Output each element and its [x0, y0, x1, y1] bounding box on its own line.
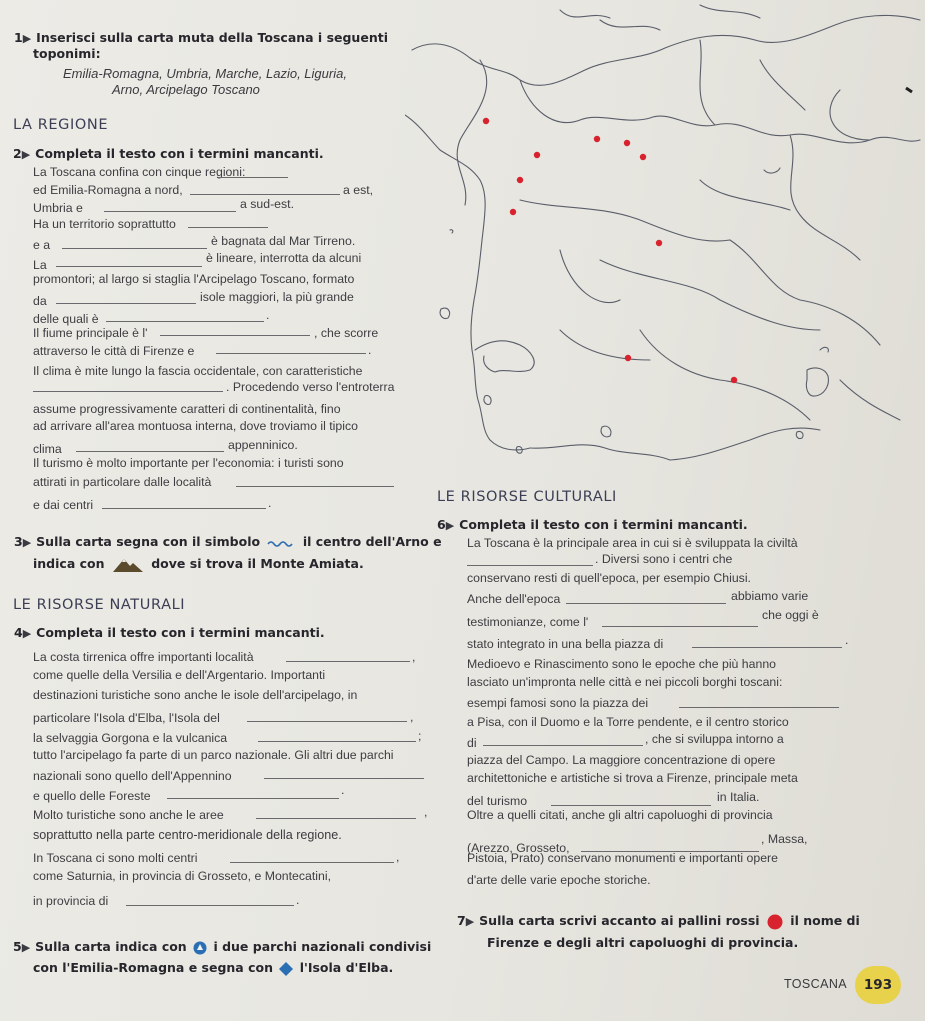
text-line: soprattutto nella parte centro-meridionale della regione.	[33, 828, 342, 842]
answer-blank[interactable]	[286, 661, 410, 662]
answer-blank[interactable]	[104, 211, 236, 212]
red-dot-icon	[767, 914, 783, 930]
text-line: In Toscana ci sono molti centri	[33, 851, 198, 865]
text-line: Il clima è mite lungo la fascia occidentale, con caratteristiche	[33, 364, 363, 378]
text-line: isole maggiori, la più grande	[200, 290, 354, 304]
answer-blank[interactable]	[256, 818, 416, 819]
text-line: a Pisa, con il Duomo e la Torre pendente, e il centro storico	[467, 715, 789, 729]
text-line: del turismo	[467, 794, 528, 808]
red-dot-icon	[483, 118, 489, 124]
text-line: lasciato un'impronta nelle città e nei piccoli borghi toscani:	[467, 675, 783, 689]
answer-blank[interactable]	[566, 603, 726, 604]
text-line: attirati in particolare dalle località	[33, 475, 212, 489]
text-line: , che scorre	[314, 326, 379, 340]
text-line: di	[467, 736, 477, 750]
page-number: 193	[863, 977, 893, 993]
text-line: ,	[412, 650, 416, 664]
text-line: e quello delle Foreste	[33, 789, 151, 803]
exercise-2-heading	[13, 146, 324, 161]
text-line: in provincia di	[33, 894, 109, 908]
text-line: nazionali sono quello dell'Appennino	[33, 769, 232, 783]
text-line: ,	[396, 850, 400, 864]
triangle-pointer-icon: ▶	[445, 519, 455, 532]
text-line: , che si sviluppa intorno a	[645, 732, 784, 746]
mountain-symbol-icon	[112, 557, 144, 573]
text-line: appenninico.	[228, 438, 298, 452]
text-line: Oltre a quelli citati, anche gli altri capoluoghi di provincia	[467, 808, 773, 822]
text-line: .	[296, 893, 300, 907]
text-line: . Procedendo verso l'entroterra	[226, 380, 395, 394]
exercise-title: Sulla carta segna con il simbolo	[36, 534, 261, 549]
text-line: d'arte delle varie epoche storiche.	[467, 873, 651, 887]
exercise-title: Sulla carta scrivi accanto ai pallini rossi	[479, 913, 760, 928]
red-dot-icon	[594, 136, 600, 142]
exercise-3-heading-cont	[33, 556, 364, 573]
text-line: ;	[418, 729, 422, 743]
answer-blank[interactable]	[216, 353, 366, 354]
red-dot-icon	[534, 152, 540, 158]
answer-blank[interactable]	[467, 565, 593, 566]
answer-blank[interactable]	[483, 745, 643, 746]
text-line: .	[845, 633, 849, 647]
exercise-title: Inserisci sulla carta muta della Toscana i seguenti	[36, 30, 388, 45]
text-line: a sud-est.	[240, 197, 294, 211]
answer-blank[interactable]	[218, 177, 288, 178]
text-line: è bagnata dal Mar Tirreno.	[211, 234, 356, 248]
red-dot-icon	[640, 154, 646, 160]
text-line: (Arezzo, Grosseto,	[467, 841, 570, 855]
answer-blank[interactable]	[102, 508, 266, 509]
answer-blank[interactable]	[76, 451, 224, 452]
text-line: come Saturnia, in provincia di Grosseto, e Montecatini,	[33, 869, 332, 883]
exercise-title: con l'Emilia-Romagna e segna con	[33, 960, 273, 975]
exercise-title: Sulla carta indica con	[35, 939, 187, 954]
text-line: esempi famosi sono la piazza dei	[467, 696, 649, 710]
text-line: come quelle della Versilia e dell'Argentario. Importanti	[33, 668, 326, 682]
exercise-title-cont: toponimi:	[33, 46, 101, 61]
exercise-4-heading	[14, 625, 325, 640]
exercise-title: indica con	[33, 556, 105, 571]
text-line: promontori; al largo si staglia l'Arcipelago Toscano, formato	[33, 272, 355, 286]
page-number-badge	[855, 966, 901, 1004]
text-line: ad arrivare all'area montuosa interna, dove troviamo il tipico	[33, 419, 358, 433]
toscana-blank-map	[405, 0, 925, 510]
text-line: destinazioni turistiche sono anche le isole dell'arcipelago, in	[33, 688, 358, 702]
text-line: ,	[410, 710, 414, 724]
triangle-pointer-icon: ▶	[22, 627, 32, 640]
text-line: testimonianze, come l'	[467, 615, 589, 629]
exercise-title: Completa il testo con i termini mancanti.	[459, 517, 748, 532]
exercise-title: l'Isola d'Elba.	[299, 960, 394, 975]
answer-blank[interactable]	[33, 391, 223, 392]
text-line: architettoniche e artistiche si trova a Firenze, principale meta	[467, 771, 798, 785]
exercise-number: 5	[13, 939, 22, 954]
text-line: Medioevo e Rinascimento sono le epoche che più hanno	[467, 657, 776, 671]
text-line: attraverso le città di Firenze e	[33, 344, 195, 358]
text-line: conservano resti di quell'epoca, per esempio Chiusi.	[467, 571, 751, 585]
toponym-list: Emilia-Romagna, Umbria, Marche, Lazio, Liguria,	[63, 66, 347, 81]
answer-blank[interactable]	[247, 721, 407, 722]
text-line: a est,	[343, 183, 374, 197]
text-line: tutto l'arcipelago fa parte di un parco nazionale. Gli altri due parchi	[33, 748, 394, 762]
text-line: , Massa,	[761, 832, 808, 846]
exercise-5-heading	[13, 939, 431, 955]
text-line: Ha un territorio soprattutto	[33, 217, 176, 231]
text-line: e a	[33, 238, 51, 252]
red-dot-icon	[624, 140, 630, 146]
answer-blank[interactable]	[236, 486, 394, 487]
answer-blank[interactable]	[160, 335, 310, 336]
text-line: che oggi è	[762, 608, 819, 622]
red-dot-icon	[731, 377, 737, 383]
text-line: Anche dell'epoca	[467, 592, 561, 606]
text-line: La	[33, 258, 47, 272]
exercise-6-heading	[437, 517, 748, 532]
triangle-pointer-icon: ▶	[21, 941, 31, 954]
answer-blank[interactable]	[167, 798, 339, 799]
text-line: stato integrato in una bella piazza di	[467, 637, 664, 651]
diamond-symbol-icon	[279, 962, 293, 976]
answer-blank[interactable]	[264, 778, 424, 779]
answer-blank[interactable]	[602, 626, 758, 627]
text-line: Pistoia, Prato) conservano monumenti e importanti opere	[467, 851, 778, 865]
answer-blank[interactable]	[188, 227, 268, 228]
text-line: La Toscana confina con cinque regioni:	[33, 165, 246, 179]
exercise-number: 3	[14, 534, 23, 549]
text-line: ed Emilia-Romagna a nord,	[33, 183, 183, 197]
exercise-title: il nome di	[790, 913, 860, 928]
text-line: .	[368, 343, 372, 357]
answer-blank[interactable]	[126, 905, 294, 906]
exercise-number: 2	[13, 146, 22, 161]
text-line: particolare l'Isola d'Elba, l'Isola del	[33, 711, 220, 725]
text-line: e dai centri	[33, 498, 94, 512]
answer-blank[interactable]	[258, 741, 416, 742]
red-dot-icon	[517, 177, 523, 183]
red-dot-icon	[510, 209, 516, 215]
text-line: abbiamo varie	[731, 589, 809, 603]
text-line: in Italia.	[717, 790, 760, 804]
exercise-number: 7	[457, 913, 466, 928]
triangle-pointer-icon: ▶	[22, 536, 32, 549]
exercise-number: 1	[14, 30, 23, 45]
exercise-number: 6	[437, 517, 446, 532]
answer-blank[interactable]	[56, 266, 202, 267]
text-line: ,	[424, 805, 428, 819]
section-heading: LE RISORSE CULTURALI	[437, 489, 617, 505]
triangle-pointer-icon: ▶	[21, 148, 31, 161]
text-line: è lineare, interrotta da alcuni	[206, 251, 362, 265]
text-line: . Diversi sono i centri che	[595, 552, 733, 566]
exercise-number: 4	[14, 625, 23, 640]
text-line: Il fiume principale è l'	[33, 326, 148, 340]
exercise-7-heading-cont: Firenze e degli altri capoluoghi di provincia.	[487, 935, 799, 950]
exercise-3-heading	[14, 534, 442, 549]
exercise-7-heading	[457, 913, 860, 930]
answer-blank[interactable]	[692, 647, 842, 648]
text-line: delle quali è	[33, 312, 99, 326]
answer-blank[interactable]	[551, 805, 711, 806]
text-line: assume progressivamente caratteri di continentalità, fino	[33, 402, 341, 416]
answer-blank[interactable]	[679, 707, 839, 708]
exercise-title: dove si trova il Monte Amiata.	[151, 556, 364, 571]
answer-blank[interactable]	[62, 248, 207, 249]
text-line: Umbria e	[33, 201, 83, 215]
answer-blank[interactable]	[190, 194, 340, 195]
park-symbol-icon	[193, 941, 207, 955]
answer-blank[interactable]	[106, 321, 264, 322]
triangle-pointer-icon: ▶	[22, 32, 32, 45]
text-line: La costa tirrenica offre importanti località	[33, 650, 254, 664]
exercise-5-heading-cont	[33, 960, 393, 976]
text-line: .	[268, 496, 272, 510]
exercise-title: i due parchi nazionali condivisi	[213, 939, 432, 954]
text-line: Molto turistiche sono anche le aree	[33, 808, 224, 822]
exercise-title: Completa il testo con i termini mancanti.	[35, 146, 324, 161]
chapter-label: TOSCANA	[784, 977, 847, 991]
exercise-1-heading	[14, 30, 388, 45]
exercise-title: Completa il testo con i termini mancanti.	[36, 625, 325, 640]
exercise-title: il centro dell'Arno e	[302, 534, 442, 549]
text-line: piazza del Campo. La maggiore concentrazione di opere	[467, 753, 776, 767]
text-line: .	[266, 308, 270, 322]
text-line: la selvaggia Gorgona e la vulcanica	[33, 731, 228, 745]
text-line: da	[33, 294, 47, 308]
text-line: La Toscana è la principale area in cui si è sviluppata la civiltà	[467, 536, 798, 550]
red-dot-icon	[625, 355, 631, 361]
text-line: clima	[33, 442, 62, 456]
section-heading: LE RISORSE NATURALI	[13, 597, 186, 613]
text-line: .	[341, 783, 345, 797]
wavy-line-symbol-icon	[267, 538, 295, 548]
answer-blank[interactable]	[230, 862, 394, 863]
toponym-list: Arno, Arcipelago Toscano	[112, 82, 260, 97]
triangle-pointer-icon: ▶	[465, 915, 475, 928]
red-dot-icon	[656, 240, 662, 246]
answer-blank[interactable]	[56, 303, 196, 304]
text-line: Il turismo è molto importante per l'economia: i turisti sono	[33, 456, 344, 470]
section-heading: LA REGIONE	[13, 117, 109, 133]
